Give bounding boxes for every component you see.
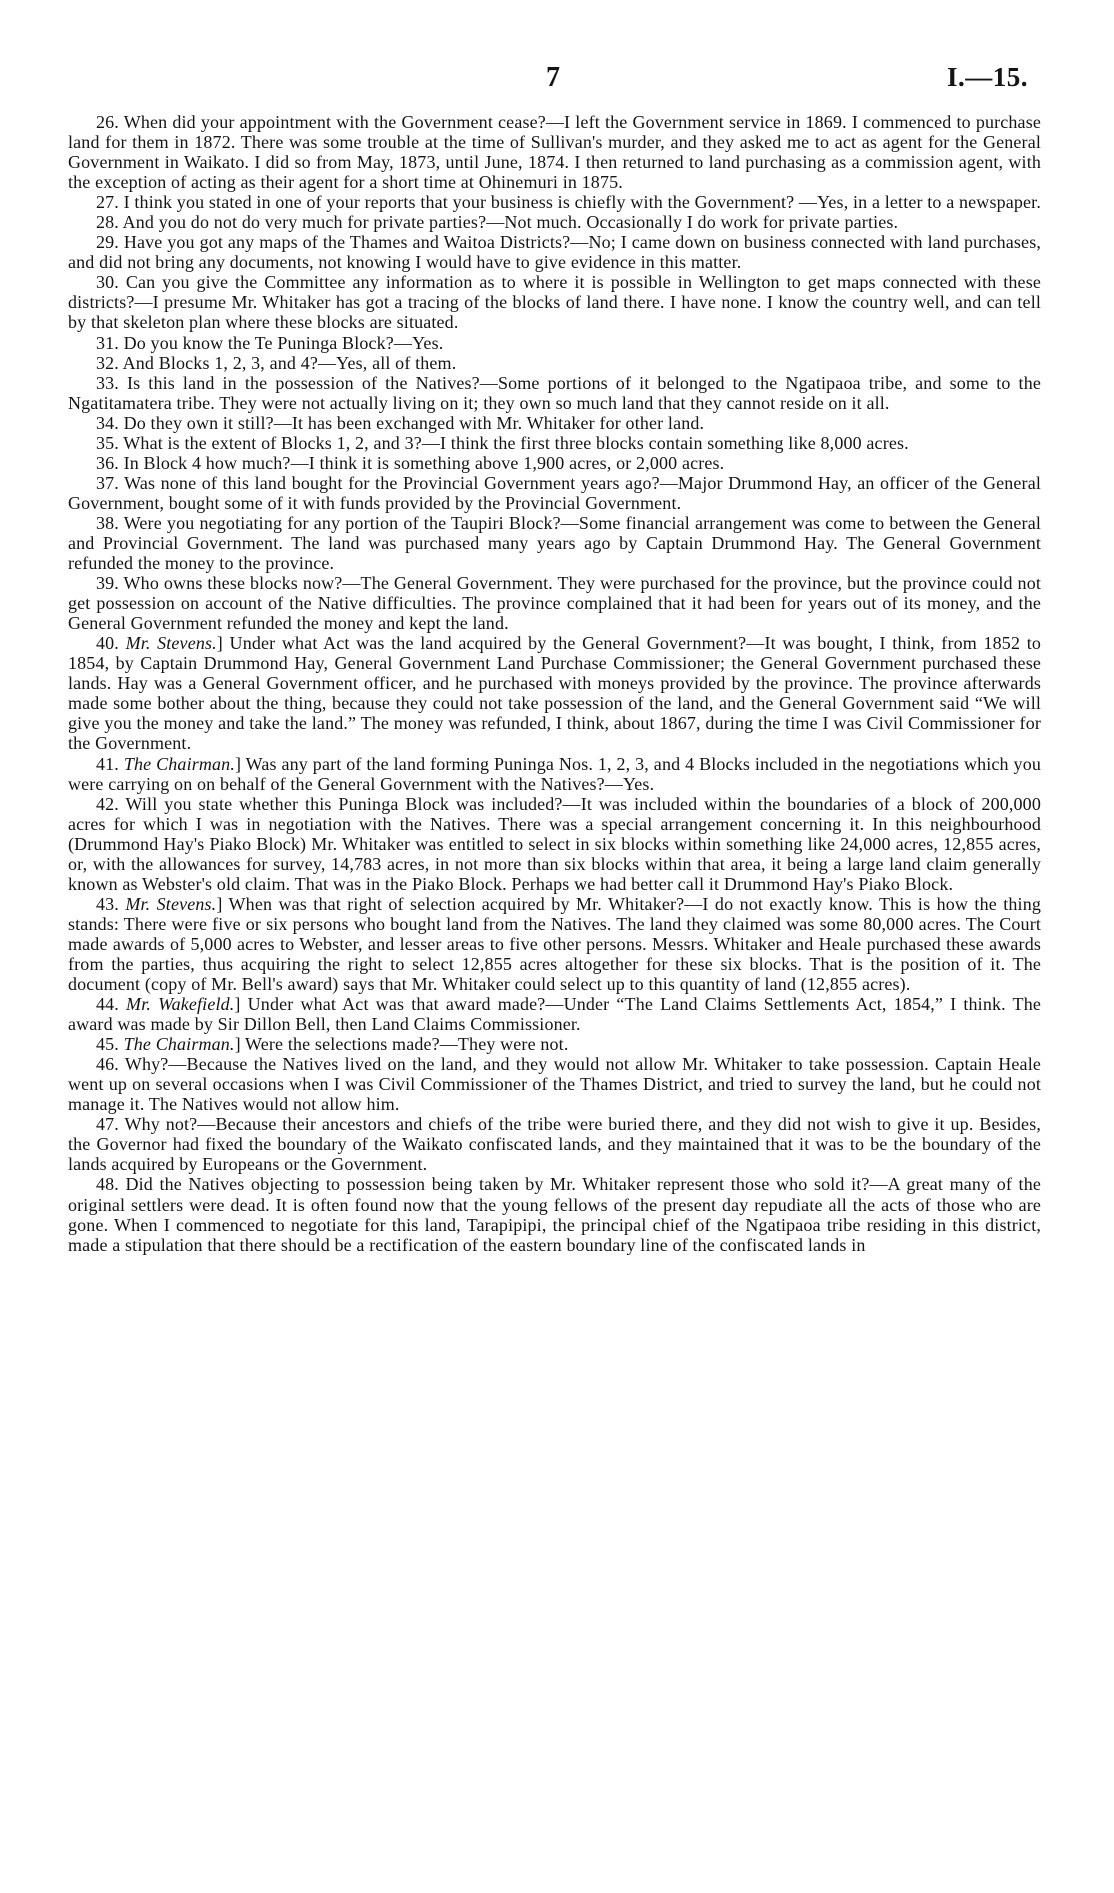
paragraph-text: 48. Did the Natives objecting to possession being taken by Mr. Whitaker represent those who sold it?—A great many of the original settlers were dead. It is often found now that the young fellows of the present day repudiate all the acts of those who are gone. When I commenced to negotiate for this land, Tarapipipi, the principal chief of the Ngatipaoa tribe residing in this district, made a stipulation that there should be a rectification of the eastern boundary line of the confiscated lands in (68, 1174, 1041, 1255)
paragraph-text: 30. Can you give the Committee any information as to where it is possible in Wellington to get maps connected with these districts?—I presume Mr. Whitaker has got a tracing of the blocks of land there. I have none. I know the country well, and can tell by that skeleton plan where these blocks are situated. (68, 272, 1041, 333)
paragraph-text: 39. Who owns these blocks now?—The General Government. They were purchased for the province, but the province could not get possession on account of the Native difficulties. The province complained that it had been for years out of its money, and the General Government refunded the money and kept the land. (68, 573, 1041, 634)
evidence-paragraph (68, 1174, 1041, 1254)
paragraph-text: 32. And Blocks 1, 2, 3, and 4?—Yes, all of them. (96, 352, 457, 373)
paragraph-text: 33. Is this land in the possession of the Natives?—Some portions of it belonged to the Ngatipaoa tribe, and some to the Ngatitamatera tribe. They were not actually living on it; they own so much land that they cannot reside on it all. (68, 372, 1041, 413)
speaker-name: The Chairman. (123, 1034, 235, 1055)
paragraph-text: ] Were the selections made?—They were not. (234, 1034, 569, 1055)
paragraph-text: 26. When did your appointment with the Government cease?—I left the Government service in 1869. I commenced to purchase land for them in 1872. There was some trouble at the time of Sullivan's murder, and they asked me to act as agent for the General Government in Waikato. I did so from May, 1873, until June, 1874. I then returned to land purchasing as a commission agent, with the exception of acting as their agent for a short time at Ohinemuri in 1875. (68, 112, 1041, 193)
evidence-paragraph (68, 754, 1041, 794)
evidence-paragraph (68, 1114, 1041, 1174)
evidence-text (68, 112, 1041, 1255)
paragraph-lead: 44. (96, 994, 127, 1015)
paragraph-text: ] Under what Act was that award made?—Under “The Land Claims Settlements Act, 1854,” I think. The award was made by Sir Dillon Bell, then Land Claims Commissioner. (68, 994, 1041, 1035)
paragraph-text: ] Under what Act was the land acquired by the General Government?—It was bought, I think, from 1852 to 1854, by Captain Drummond Hay, General Government Land Purchase Commissioner; the General Government purchased these lands. Hay was a General Government officer, and he purchased with moneys provided by the province. The province afterwards made some bother about the thing, because they could not take possession of the land, and the General Government said “We will give you the money and take the land.” The money was refunded, I think, about 1867, during the time I was Civil Commissioner for the Government. (68, 633, 1041, 754)
evidence-paragraph (68, 112, 1041, 192)
paragraph-text: 46. Why?—Because the Natives lived on the land, and they would not allow Mr. Whitaker to take possession. Captain Heale went up on several occasions when I was Civil Commissioner of the Thames District, and tried to survey the land, but he could not manage it. The Natives would not allow him. (68, 1054, 1041, 1115)
evidence-paragraph (68, 994, 1041, 1034)
evidence-paragraph (68, 633, 1041, 753)
evidence-paragraph (68, 413, 1041, 433)
paragraph-text: 38. Were you negotiating for any portion of the Taupiri Block?—Some financial arrangement was come to between the General and Provincial Government. The land was purchased many years ago by Captain Drummond Hay. The General Government refunded the money to the province. (68, 512, 1041, 574)
evidence-paragraph (68, 573, 1041, 633)
paragraph-text: 37. Was none of this land bought for the Provincial Government years ago?—Major Drummond Hay, an officer of the General Government, bought some of it with funds provided by the Provincial Government. (68, 472, 1041, 513)
evidence-paragraph (68, 433, 1041, 453)
evidence-paragraph (68, 453, 1041, 473)
evidence-paragraph (68, 353, 1041, 373)
evidence-paragraph (68, 192, 1041, 212)
speaker-name: Mr. Stevens. (125, 633, 217, 654)
document-reference: I.—15. (946, 62, 1028, 92)
paragraph-text: 42. Will you state whether this Puninga Block was included?—It was included within the boundaries of a block of 200,000 acres for which I was in negotiation with the Natives. There was a special arrangement concerning it. In this neighbourhood (Drummond Hay's Piako Block) Mr. Whitaker was entitled to select in six blocks within something like 24,000 acres, 12,855 acres, or, with the allowances for survey, 14,783 acres, in not more than six blocks within that area, it being a large land claim generally known as Webster's old claim. That was in the Piako Block. Perhaps we had better call it Drummond Hay's Piako Block. (68, 793, 1041, 894)
paragraph-text: 27. I think you stated in one of your reports that your business is chiefly with the Government? —Yes, in a letter to a newspaper. (96, 192, 1041, 213)
evidence-paragraph (68, 212, 1041, 232)
speaker-name: Mr. Stevens. (125, 893, 217, 914)
evidence-paragraph (68, 1034, 1041, 1054)
paragraph-lead: 43. (96, 893, 126, 914)
paragraph-lead: 40. (96, 633, 126, 654)
paragraph-text: 29. Have you got any maps of the Thames and Waitoa Districts?—No; I came down on business connected with land purchases, and did not bring any documents, not knowing I would have to give evidence in this matter. (68, 232, 1041, 273)
evidence-paragraph (68, 373, 1041, 413)
speaker-name: The Chairman. (123, 753, 235, 774)
paragraph-lead: 41. (96, 753, 124, 774)
evidence-paragraph (68, 513, 1041, 573)
paragraph-text: 47. Why not?—Because their ancestors and chiefs of the tribe were buried there, and they did not wish to give it up. Besides, the Governor had fixed the boundary of the Waikato confiscated lands, and they maintained that it was to be the boundary of the lands acquired by Europeans or the Government. (68, 1114, 1041, 1175)
evidence-paragraph (68, 1054, 1041, 1114)
paragraph-text: 31. Do you know the Te Puninga Block?—Yes. (96, 332, 444, 353)
evidence-paragraph (68, 272, 1041, 332)
paragraph-text: 34. Do they own it still?—It has been exchanged with Mr. Whitaker for other land. (96, 412, 705, 433)
paragraph-lead: 45. (96, 1034, 124, 1055)
evidence-paragraph (68, 894, 1041, 994)
paragraph-text: 28. And you do not do very much for private parties?—Not much. Occasionally I do work for private parties. (96, 212, 899, 233)
evidence-paragraph (68, 473, 1041, 513)
page-number: 7 (546, 62, 560, 93)
speaker-name: Mr. Wakefield. (126, 994, 235, 1015)
paragraph-text: 35. What is the extent of Blocks 1, 2, and 3?—I think the first three blocks contain something like 8,000 acres. (96, 432, 909, 453)
evidence-paragraph (68, 232, 1041, 272)
page-header (0, 62, 1114, 102)
evidence-paragraph (68, 794, 1041, 894)
paragraph-text: 36. In Block 4 how much?—I think it is something above 1,900 acres, or 2,000 acres. (96, 452, 725, 473)
paragraph-text: ] When was that right of selection acquired by Mr. Whitaker?—I do not exactly know. This is how the thing stands: There were five or six persons who bought land from the Natives. The land they claimed was some 80,000 acres. The Court made awards of 5,000 acres to Webster, and lesser areas to five other persons. Messrs. Whitaker and Heale purchased these awards from the parties, thus acquiring the right to select 12,855 acres altogether for these six blocks. That is the position of it. The document (copy of Mr. Bell's award) says that Mr. Whitaker could select up to this quantity of land (12,855 acres). (68, 893, 1041, 995)
paragraph-text: ] Was any part of the land forming Puninga Nos. 1, 2, 3, and 4 Blocks included in the negotiations which you were carrying on on behalf of the General Government with the Natives?—Yes. (68, 753, 1041, 794)
evidence-paragraph (68, 333, 1041, 353)
